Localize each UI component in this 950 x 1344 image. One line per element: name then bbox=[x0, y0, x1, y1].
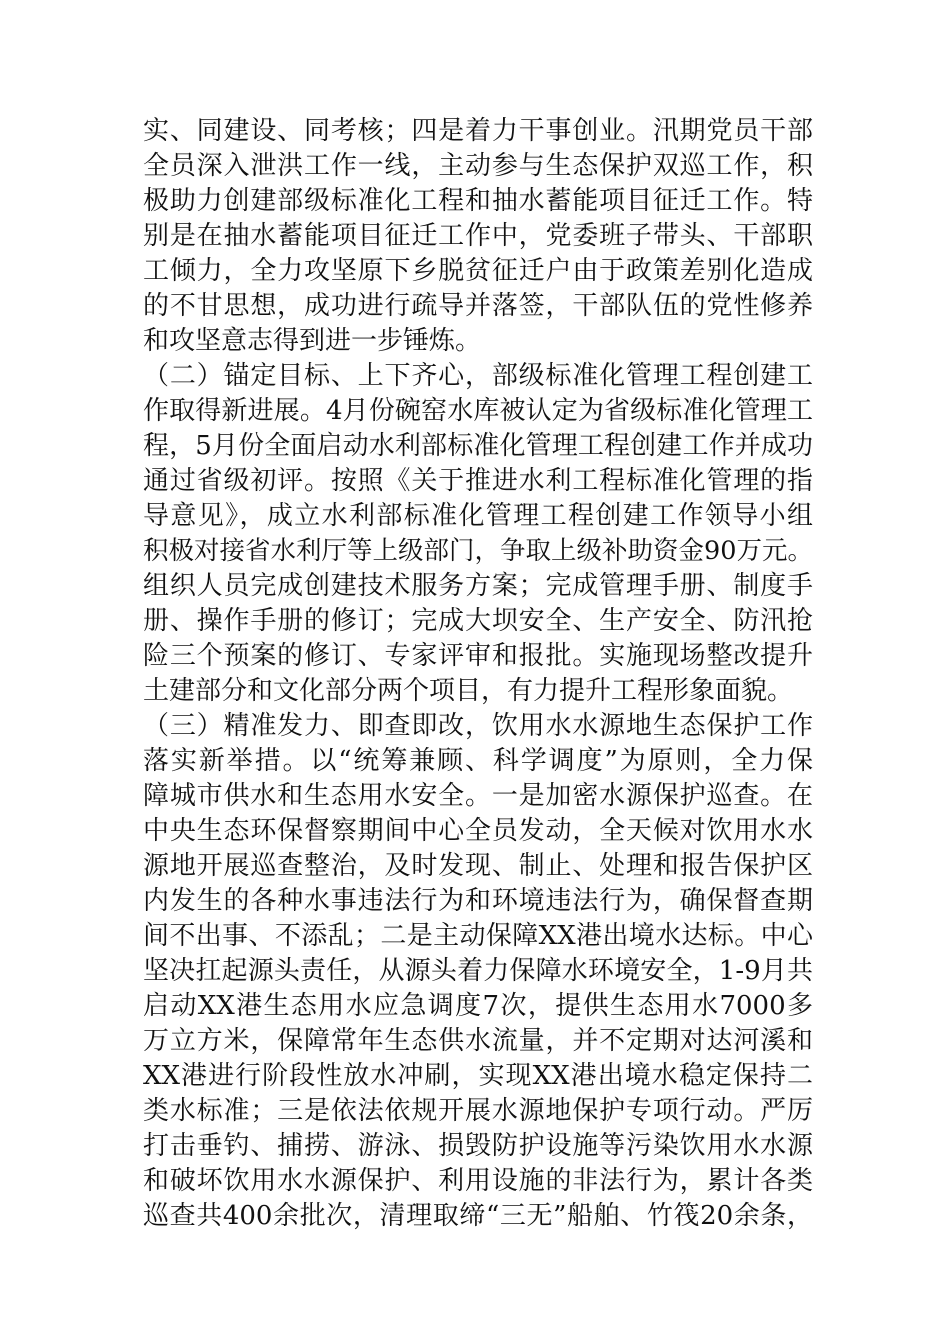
text-line: 险三个预案的修订、专家评审和报批。实施现场整改提升 bbox=[143, 641, 813, 671]
text-line: 的不甘思想，成功进行疏导并落签，干部队伍的党性修养 bbox=[143, 291, 813, 321]
text-line: 积极对接省水利厅等上级部门，争取上级补助资金90万元。 bbox=[143, 536, 813, 566]
text-line: 导意见》，成立水利部标准化管理工程创建工作领导小组 bbox=[143, 501, 813, 531]
text-line: 中央生态环保督察期间中心全员发动，全天候对饮用水水 bbox=[143, 816, 813, 846]
text-line: 通过省级初评。按照《关于推进水利工程标准化管理的指 bbox=[143, 466, 813, 496]
text-line: 落实新举措。以“统筹兼顾、科学调度”为原则，全力保 bbox=[143, 746, 813, 776]
text-line: 类水标准；三是依法依规开展水源地保护专项行动。严厉 bbox=[143, 1096, 813, 1126]
text-line: 组织人员完成创建技术服务方案；完成管理手册、制度手 bbox=[143, 571, 813, 601]
text-line: 间不出事、不添乱；二是主动保障XX港出境水达标。中心 bbox=[143, 921, 813, 951]
text-line: 坚决扛起源头责任，从源头着力保障水环境安全，1-9月共 bbox=[143, 956, 813, 986]
text-line: 源地开展巡查整治，及时发现、制止、处理和报告保护区 bbox=[143, 851, 813, 881]
text-line: 障城市供水和生态用水安全。一是加密水源保护巡查。在 bbox=[143, 781, 813, 811]
text-line: 作取得新进展。4月份碗窑水库被认定为省级标准化管理工 bbox=[143, 396, 813, 426]
text-line: （二）锚定目标、上下齐心，部级标准化管理工程创建工 bbox=[143, 361, 813, 391]
text-line: 内发生的各种水事违法行为和环境违法行为，确保督查期 bbox=[143, 886, 813, 916]
text-line: 万立方米，保障常年生态供水流量，并不定期对达河溪和 bbox=[143, 1026, 813, 1056]
text-line: （三）精准发力、即查即改，饮用水水源地生态保护工作 bbox=[143, 711, 813, 741]
text-line: 全员深入泄洪工作一线，主动参与生态保护双巡工作，积 bbox=[143, 151, 813, 181]
text-line: 和攻坚意志得到进一步锤炼。 bbox=[143, 326, 482, 356]
text-line: 和破坏饮用水水源保护、利用设施的非法行为，累计各类 bbox=[143, 1166, 813, 1196]
text-line: 实、同建设、同考核；四是着力干事创业。汛期党员干部 bbox=[143, 116, 813, 146]
text-line: 打击垂钓、捕捞、游泳、损毁防护设施等污染饮用水水源 bbox=[143, 1131, 813, 1161]
text-line: 程，5月份全面启动水利部标准化管理工程创建工作并成功 bbox=[143, 431, 813, 461]
text-line: 别是在抽水蓄能项目征迁工作中，党委班子带头、干部职 bbox=[143, 221, 813, 251]
text-line: 土建部分和文化部分两个项目，有力提升工程形象面貌。 bbox=[143, 676, 794, 706]
text-line: 巡查共400余批次，清理取缔“三无”船舶、竹筏20余条， bbox=[143, 1201, 813, 1231]
text-line: 极助力创建部级标准化工程和抽水蓄能项目征迁工作。特 bbox=[143, 186, 813, 216]
document-body-text bbox=[143, 114, 813, 1234]
text-line: 册、操作手册的修订；完成大坝安全、生产安全、防汛抢 bbox=[143, 606, 813, 636]
text-line: XX港进行阶段性放水冲刷，实现XX港出境水稳定保持二 bbox=[143, 1061, 813, 1091]
text-line: 启动XX港生态用水应急调度7次，提供生态用水7000多 bbox=[143, 991, 813, 1021]
text-line: 工倾力，全力攻坚原下乡脱贫征迁户由于政策差别化造成 bbox=[143, 256, 813, 286]
